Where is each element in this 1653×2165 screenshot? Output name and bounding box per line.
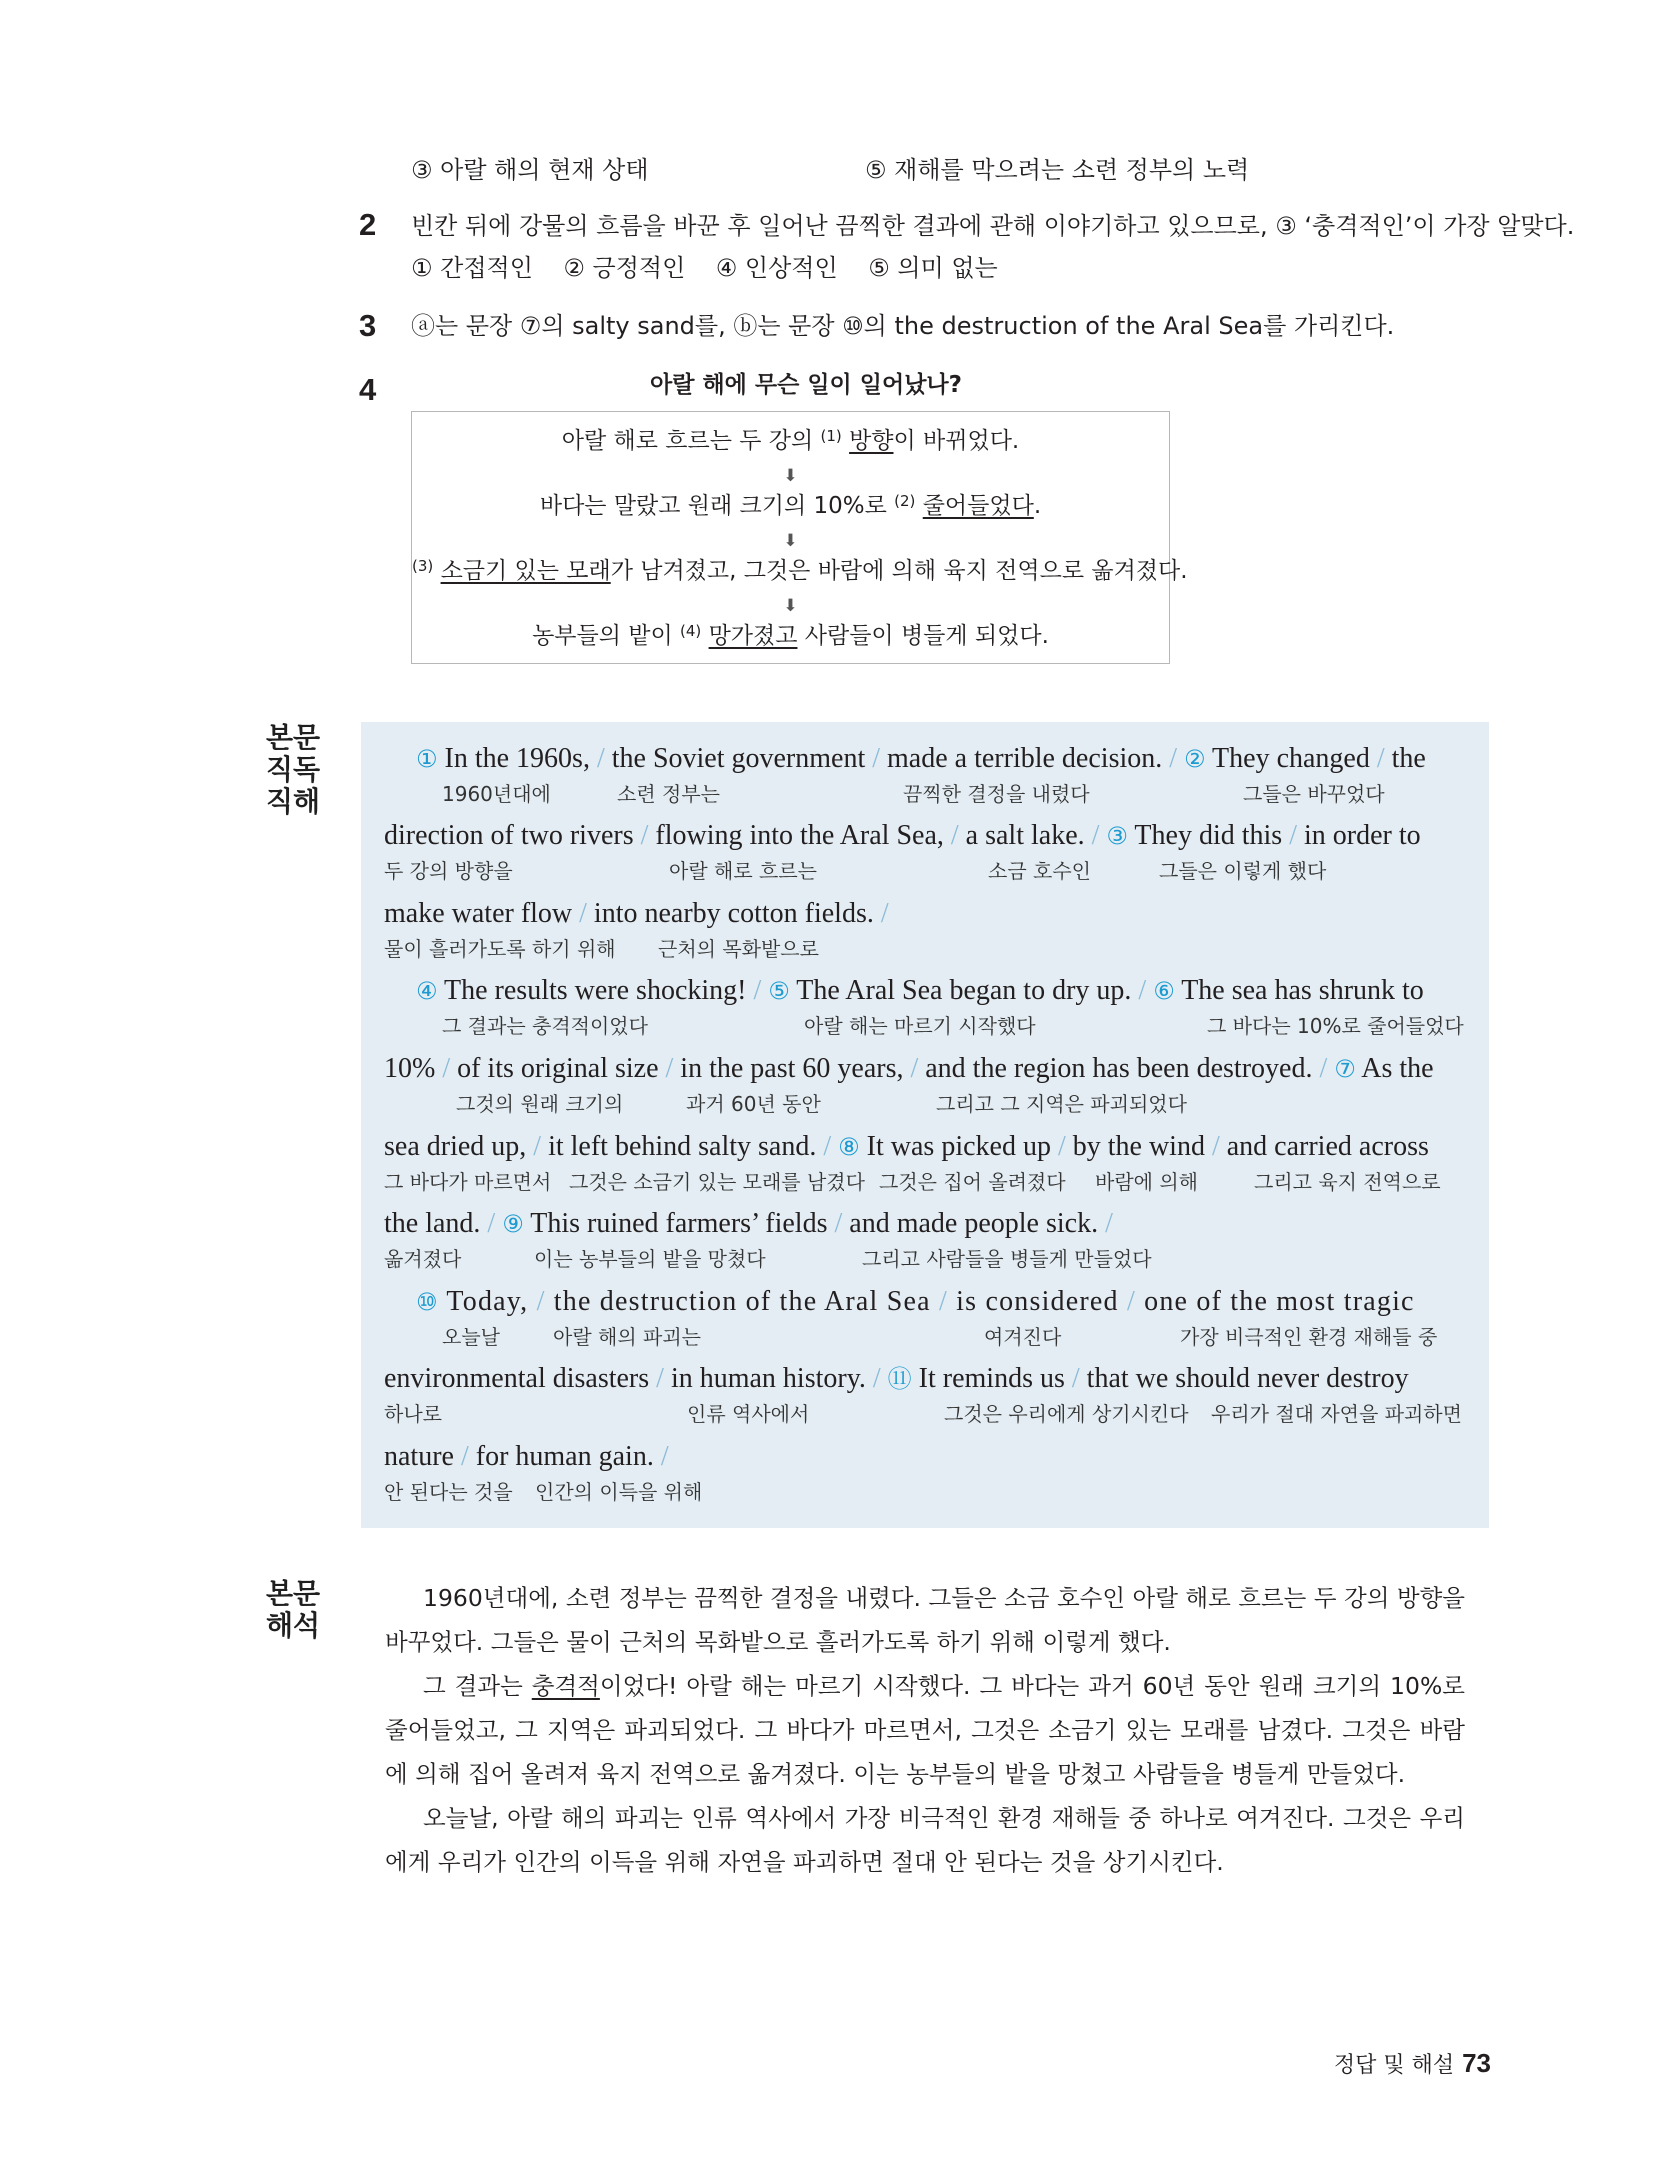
korean-gloss: 그리고 사람들을 병들게 만들었다 [862, 1247, 1152, 1271]
english-chunk: for human gain. [475, 1441, 654, 1472]
korean-gloss: 그리고 그 지역은 파괴되었다 [936, 1092, 1187, 1116]
sentence-number: ⑦ [1334, 1055, 1356, 1083]
english-chunk: sea dried up, [384, 1131, 527, 1162]
down-arrow-icon: ⬇ [783, 531, 798, 551]
english-chunk: Today, [446, 1286, 529, 1317]
paragraph-text: 이었다! 아랄 해는 마르기 시작했다. 그 바다는 과거 60년 동안 원래 크기의 10%로 줄어들었고, 그 지역은 파괴되었다. 그 바다가 마르면서, 그것은 소금기 있는 모래를 남겼다. 그것은 바람에 의해 집어 올려져 육지 전역으로 옮겨졌다. 이는 농부들의 밭을 망쳤고 사람들을 병들게 만들었다. [385, 1672, 1465, 1788]
question-number-3: 3 [359, 308, 377, 343]
korean-gloss: 인간의 이득을 위해 [535, 1480, 703, 1504]
flow-answer: 방향 [849, 428, 894, 454]
flow-step-3 [412, 556, 1188, 588]
english-chunk: the land. [384, 1208, 481, 1239]
flow-step-text: 바다는 말랐고 원래 크기의 10%로 [539, 493, 895, 519]
sentence-number: ③ [1106, 822, 1128, 850]
english-chunk: and made people sick. [849, 1208, 1099, 1239]
english-chunk: They changed [1212, 743, 1370, 774]
blank-marker: (2) [894, 492, 916, 510]
flow-answer: 소금기 있는 모래 [440, 558, 611, 584]
blank-marker: (3) [412, 557, 434, 575]
sentence-number: ⑪ [887, 1365, 912, 1393]
korean-gloss: 그것은 집어 올려졌다 [879, 1170, 1066, 1194]
underlined-answer: 충격적 [531, 1672, 600, 1700]
blank-marker: (4) [680, 622, 702, 640]
english-chunk: direction of two rivers [384, 820, 634, 851]
english-line: ④ The results were shocking! / ⑤ The Aral Sea began to dry up. / ⑥ The sea has shrunk to [416, 975, 1424, 1006]
english-chunk: is considered [956, 1286, 1119, 1317]
flow-step-text: 농부들의 밭이 [532, 623, 681, 649]
english-chunk: a salt lake. [965, 820, 1085, 851]
english-chunk: of its original size [457, 1053, 659, 1084]
flow-step-text: . [1033, 493, 1042, 519]
english-line: ① In the 1960s, / the Soviet government / made a terrible decision. / ② They changed / the [416, 743, 1426, 774]
korean-gloss: 이는 농부들의 밭을 망쳤다 [534, 1247, 766, 1271]
sentence-number: ⑩ [416, 1288, 439, 1316]
english-chunk: In the 1960s, [444, 743, 590, 774]
korean-gloss: 가장 비극적인 환경 재해들 중 [1180, 1325, 1438, 1349]
english-chunk: This ruined farmers’ fields [530, 1208, 828, 1239]
down-arrow-icon: ⬇ [783, 596, 798, 616]
korean-gloss: 물이 흘러가도록 하기 위해 [384, 937, 616, 961]
korean-gloss: 아랄 해의 파괴는 [553, 1325, 701, 1349]
translation-paragraph-1: 1960년대에, 소련 정부는 끔찍한 결정을 내렸다. 그들은 소금 호수인 아랄 해로 흐르는 두 강의 방향을 바꾸었다. 그들은 물이 근처의 목화밭으로 흘러가도록 하기 위해 이렇게 했다. [385, 1584, 1465, 1656]
sentence-number: ⑨ [502, 1210, 524, 1238]
flow-step-2 [412, 491, 1169, 523]
question-number-2: 2 [359, 207, 377, 242]
english-line: make water flow / into nearby cotton fields. / [384, 898, 889, 929]
q3-explanation: ⓐ는 문장 ⑦의 salty sand를, ⓑ는 문장 ⑩의 the destruction of the Aral Sea를 가리킨다. [411, 312, 1395, 340]
korean-gloss: 안 된다는 것을 [384, 1480, 513, 1504]
english-line: the land. / ⑨ This ruined farmers’ fields / and made people sick. / [384, 1208, 1113, 1239]
q1-option-3: ③ 아랄 해의 현재 상태 [411, 156, 649, 184]
korean-gloss: 그 결과는 충격적이었다 [442, 1014, 648, 1038]
english-chunk: The sea has shrunk to [1181, 975, 1424, 1006]
english-chunk: in order to [1303, 820, 1421, 851]
english-line: environmental disasters / in human history. / ⑪ It reminds us / that we should never destroy [384, 1363, 1409, 1394]
sentence-number: ⑧ [838, 1133, 860, 1161]
down-arrow-icon: ⬇ [783, 466, 798, 486]
english-line: ⑩ Today, / the destruction of the Aral Sea / is considered / one of the most tragic [416, 1286, 1415, 1317]
korean-gloss: 소련 정부는 [617, 782, 720, 806]
english-chunk: into nearby cotton fields. [593, 898, 874, 929]
korean-gloss: 소금 호수인 [988, 859, 1091, 883]
korean-gloss: 그것은 소금기 있는 모래를 남겼다 [569, 1170, 865, 1194]
korean-gloss: 근처의 목화밭으로 [658, 937, 819, 961]
korean-gloss: 두 강의 방향을 [384, 859, 513, 883]
english-chunk: 10% [384, 1053, 436, 1084]
english-chunk: It reminds us [918, 1363, 1065, 1394]
english-chunk: nature [384, 1441, 454, 1472]
q2-options: ① 간접적인 ② 긍정적인 ④ 인상적인 ⑤ 의미 없는 [411, 254, 998, 282]
footer-label: 정답 및 해설 [1333, 2053, 1455, 2078]
english-line: nature / for human gain. / [384, 1441, 669, 1472]
page-footer [1334, 2048, 1491, 2081]
korean-gloss: 그들은 바꾸었다 [1243, 782, 1385, 806]
flow-step-text: 사람들이 병들게 되었다. [797, 623, 1049, 649]
english-line: sea dried up, / it left behind salty sand. / ⑧ It was picked up / by the wind / and carried across [384, 1131, 1429, 1162]
flow-step-text: 가 남겨졌고, 그것은 바람에 의해 육지 전역으로 옮겨졌다. [610, 558, 1188, 584]
korean-gloss: 하나로 [384, 1402, 442, 1426]
english-chunk: The Aral Sea began to dry up. [796, 975, 1132, 1006]
korean-gloss: 그들은 이렇게 했다 [1159, 859, 1327, 883]
korean-gloss: 그것은 우리에게 상기시킨다 [944, 1402, 1189, 1426]
sentence-number: ⑤ [768, 977, 790, 1005]
heading-line: 본문 [266, 721, 321, 754]
english-chunk: the destruction of the Aral Sea [553, 1286, 931, 1317]
sentence-number: ④ [416, 977, 438, 1005]
english-chunk: and the region has been destroyed. [925, 1053, 1313, 1084]
sentence-number: ① [416, 745, 438, 773]
flow-step-1 [412, 426, 1169, 458]
heading-line: 직해 [266, 785, 321, 818]
heading-line: 해석 [266, 1609, 321, 1642]
korean-gloss: 그것의 원래 크기의 [456, 1092, 624, 1116]
translation-paragraph-2 [385, 1664, 1465, 1796]
q2-explanation: 빈칸 뒤에 강물의 흐름을 바꾼 후 일어난 끔찍한 결과에 관해 이야기하고 있으므로, ③ ‘충격적인’이 가장 알맞다. [411, 212, 1575, 240]
korean-gloss: 아랄 해는 마르기 시작했다 [804, 1014, 1036, 1038]
english-chunk: flowing into the Aral Sea, [655, 820, 944, 851]
sentence-number: ② [1184, 745, 1206, 773]
english-chunk: in human history. [670, 1363, 866, 1394]
korean-gloss: 끔찍한 결정을 내렸다 [903, 782, 1090, 806]
english-chunk: the Soviet government [611, 743, 866, 774]
english-chunk: that we should never destroy [1086, 1363, 1409, 1394]
flow-box [411, 411, 1188, 664]
korean-gloss: 오늘날 [442, 1325, 500, 1349]
section-heading-direct-reading [266, 722, 320, 818]
sentence-number: ⑥ [1153, 977, 1175, 1005]
korean-gloss: 우리가 절대 자연을 파괴하면 [1211, 1402, 1462, 1426]
korean-gloss: 과거 60년 동안 [686, 1092, 821, 1116]
english-line: 10% / of its original size / in the past 60 years, / and the region has been destroyed. / ⑦ As the [384, 1053, 1434, 1084]
section-heading-translation [266, 1578, 320, 1642]
english-line: direction of two rivers / flowing into the Aral Sea, / a salt lake. / ③ They did this / in order to [384, 820, 1421, 851]
english-chunk: They did this [1134, 820, 1283, 851]
heading-line: 직독 [266, 753, 321, 786]
flow-answer: 망가졌고 [708, 623, 798, 649]
english-chunk: As the [1361, 1053, 1434, 1084]
flow-title: 아랄 해에 무슨 일이 일어났나? [650, 372, 962, 398]
flow-step-4 [412, 621, 1169, 653]
english-chunk: by the wind [1072, 1131, 1205, 1162]
page-number: 73 [1462, 2048, 1491, 2078]
flow-answer: 줄어들었다 [922, 493, 1034, 519]
direct-reading-box [361, 722, 1489, 1528]
english-chunk: the [1391, 743, 1426, 774]
korean-gloss: 그 바다는 10%로 줄어들었다 [1207, 1014, 1464, 1038]
korean-gloss: 그 바다가 마르면서 [384, 1170, 552, 1194]
blank-marker: (1) [820, 427, 842, 445]
korean-gloss: 아랄 해로 흐르는 [669, 859, 817, 883]
english-chunk: one of the most tragic [1144, 1286, 1415, 1317]
korean-gloss: 바람에 의해 [1095, 1170, 1198, 1194]
question-number-4: 4 [359, 372, 377, 407]
flow-step-text: 아랄 해로 흐르는 두 강의 [561, 428, 821, 454]
korean-gloss: 1960년대에 [442, 782, 551, 806]
heading-line: 본문 [266, 1577, 321, 1610]
english-chunk: in the past 60 years, [680, 1053, 904, 1084]
english-chunk: environmental disasters [384, 1363, 650, 1394]
english-chunk: made a terrible decision. [887, 743, 1163, 774]
korean-gloss: 여겨진다 [984, 1325, 1062, 1349]
paragraph-text: 그 결과는 [423, 1672, 532, 1700]
english-chunk: The results were shocking! [444, 975, 747, 1006]
korean-gloss: 인류 역사에서 [687, 1402, 810, 1426]
korean-gloss: 그리고 육지 전역으로 [1254, 1170, 1441, 1194]
english-chunk: it left behind salty sand. [548, 1131, 817, 1162]
q1-option-5: ⑤ 재해를 막으려는 소련 정부의 노력 [865, 156, 1250, 184]
translation-paragraph-3: 오늘날, 아랄 해의 파괴는 인류 역사에서 가장 비극적인 환경 재해들 중 하나로 여겨진다. 그것은 우리에게 우리가 인간의 이득을 위해 자연을 파괴하면 절대 안 된다는 것을 상기시킨다. [385, 1804, 1465, 1876]
korean-gloss: 옮겨졌다 [384, 1247, 462, 1271]
flow-step-text: 이 바뀌었다. [893, 428, 1020, 454]
english-chunk: and carried across [1226, 1131, 1429, 1162]
english-chunk: It was picked up [866, 1131, 1051, 1162]
english-chunk: make water flow [384, 898, 573, 929]
